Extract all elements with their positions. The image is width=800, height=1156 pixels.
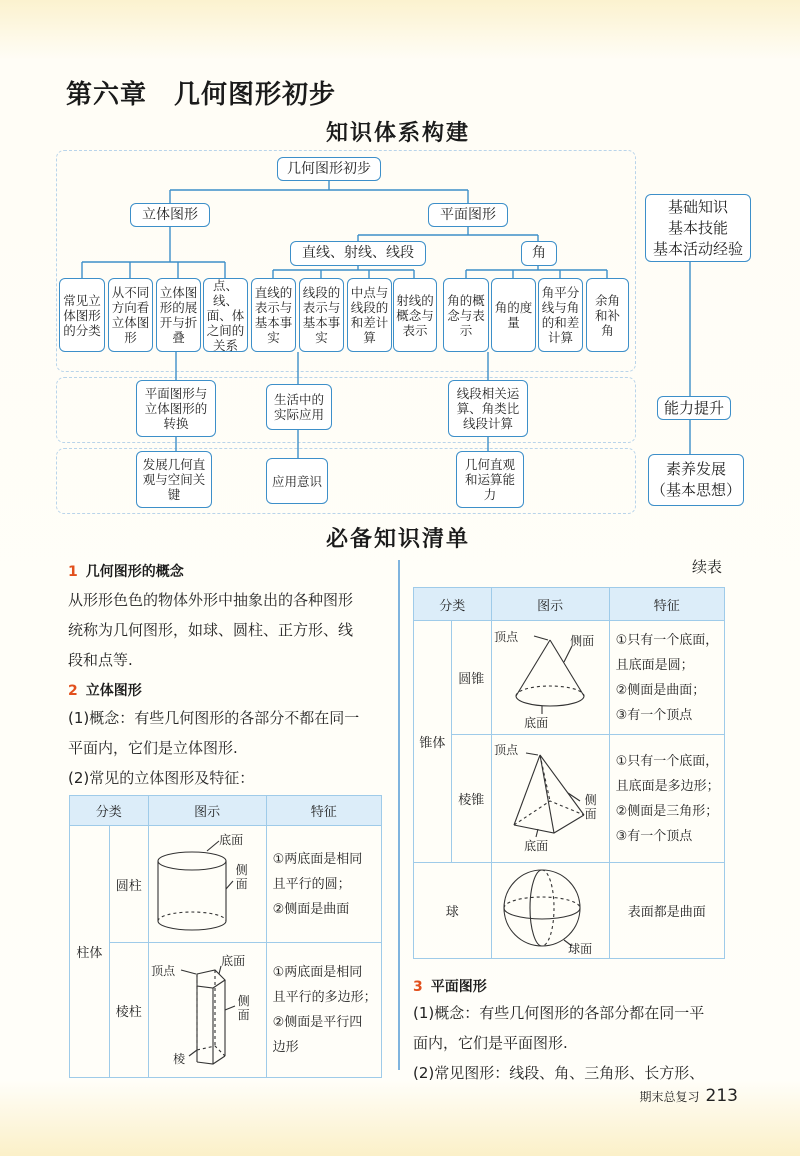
table-prism-cylinder [69,795,382,1078]
cell-figure-cone [491,621,609,735]
cell-figure-prism [148,943,266,1078]
feature-line: 且底面是圆； [615,657,694,673]
text-line: 平面内，它们是立体图形. [68,739,238,757]
cell-figure-pyramid [491,735,609,863]
map-leaf: 角的概念与表示 [443,278,489,352]
cell-name: 圆柱 [109,826,148,943]
map-leaf: 从不同方向看立体图形 [108,278,153,352]
heading-solid [68,680,142,700]
feature-line: ②侧面是曲面 [272,901,350,917]
feature-line: ②侧面是曲面； [615,682,706,698]
cell-feature [266,943,381,1078]
cell-figure-sphere [491,863,609,959]
side-line: 基本活动经验 [652,239,743,258]
label-top: 底面 [219,833,244,847]
side-line: 基本技能 [667,218,728,237]
section-title-checklist: 必备知识清单 [326,527,471,552]
label-base: 底面 [524,715,549,730]
column-divider [398,560,400,1070]
cell-feature [266,826,381,943]
label-side: 侧面 [237,994,250,1022]
heading-text: 立体图形 [85,683,142,699]
map-leaf: 立体图形的展开与折叠 [156,278,201,352]
map-side-basic [645,194,751,262]
cell-feature: 表面都是曲面 [609,863,724,959]
table-cone-sphere [413,587,725,959]
para-concept [68,585,353,675]
text-line: (1)概念：有些几何图形的各部分不都在同一 [68,709,360,727]
feature-line: ②侧面是三角形； [615,803,719,819]
map-node-lines: 直线、射线、线段 [290,241,426,266]
map-leaf: 射线的概念与表示 [393,278,437,352]
map-mid: 平面图形与立体图形的转换 [136,380,216,437]
cell-figure-cylinder [148,826,266,943]
text-line: (2)常见的立体图形及特征： [68,769,255,787]
heading-concept [68,561,184,581]
heading-plane [413,976,487,996]
feature-line: 且平行的多边形； [272,990,377,1005]
map-leaf: 角的度量 [491,278,536,352]
map-leaf: 线段的表示与基本事实 [299,278,344,352]
cell-name: 圆锥 [451,621,491,735]
th-figure: 图示 [491,588,609,621]
feature-line: 且平行的圆； [272,876,351,892]
cell-group: 柱体 [70,826,110,1078]
map-bottom: 应用意识 [266,458,328,504]
th-category: 分类 [70,796,149,826]
map-side-ability: 能力提升 [657,396,731,420]
cell-feature [609,621,724,735]
text-line: 统称为几何图形，如球、圆柱、正方形、线 [68,621,354,639]
text-line: (1)概念：有些几何图形的各部分都在同一平 [413,1004,705,1022]
cell-name: 棱锥 [451,735,491,863]
map-node-plane: 平面图形 [428,203,508,227]
text-line: (2)常见图形：线段、角、三角形、长方形、 [413,1064,705,1082]
label-vertex: 顶点 [151,964,176,978]
cell-name: 球 [414,863,492,959]
label-base: 底面 [524,838,549,853]
heading-text: 几何图形的概念 [85,564,184,580]
map-node-solid: 立体图形 [130,203,210,227]
section-title-framework: 知识体系构建 [326,121,471,146]
label-side: 侧面 [570,633,595,648]
map-leaf: 直线的表示与基本事实 [251,278,296,352]
map-leaf: 中点与线段的和差计算 [347,278,392,352]
para-solid [68,703,359,793]
th-category: 分类 [414,588,492,621]
feature-line: 且底面是多边形； [615,778,720,794]
th-figure: 图示 [148,796,266,826]
page-footer [640,1086,738,1106]
label-edge: 棱 [173,1052,186,1066]
label-top: 底面 [221,954,246,968]
feature-line: ②侧面是平行四 [272,1015,363,1030]
map-bottom: 几何直观和运算能力 [456,451,524,508]
feature-line: 边形 [272,1040,299,1055]
feature-line: ①只有一个底面， [615,753,719,769]
heading-text: 平面图形 [430,979,487,995]
label-sphere: 球面 [568,941,593,956]
text-line: 段和点等. [68,651,133,669]
label-vertex: 顶点 [494,742,519,757]
map-leaf: 常见立体图形的分类 [59,278,105,352]
feature-line: ①两底面是相同 [272,851,363,867]
cell-group: 锥体 [414,621,452,863]
label-side: 侧面 [584,792,597,821]
side-line: 素养发展 [665,460,726,478]
map-side-literacy [648,454,744,506]
feature-line: ③有一个顶点 [615,707,693,723]
text-line: 从形形色色的物体外形中抽象出的各种图形 [68,591,354,609]
chapter-title: 第六章 几何图形初步 [66,80,337,110]
text-line: 面内，它们是平面图形. [413,1034,568,1052]
th-feature: 特征 [609,588,724,621]
cell-name: 棱柱 [109,943,148,1078]
label-side: 侧面 [235,863,248,891]
para-plane [413,998,704,1088]
map-mid: 线段相关运算、角类比线段计算 [448,380,528,437]
footer-label: 期末总复习 [639,1090,700,1104]
feature-line: ①只有一个底面， [615,632,719,648]
map-leaf: 点、线、面、体之间的关系 [203,278,248,352]
map-mid: 生活中的实际应用 [266,384,332,430]
map-leaf: 角平分线与角的和差计算 [538,278,583,352]
feature-line: ③有一个顶点 [615,828,693,844]
heading-num: 3 [413,979,423,995]
continued-label: 续表 [692,558,723,576]
heading-num: 1 [68,564,78,580]
th-feature: 特征 [266,796,381,826]
side-line: （基本思想） [650,481,741,499]
heading-num: 2 [68,683,78,699]
page-number: 213 [705,1086,738,1106]
feature-line: ①两底面是相同 [272,965,363,980]
map-leaf: 余角和补角 [586,278,629,352]
map-node-angle: 角 [521,241,557,266]
cell-feature [609,735,724,863]
map-root: 几何图形初步 [277,157,381,181]
label-vertex: 顶点 [494,629,519,644]
side-line: 基础知识 [667,197,728,216]
map-bottom: 发展几何直观与空间关键 [136,451,212,508]
